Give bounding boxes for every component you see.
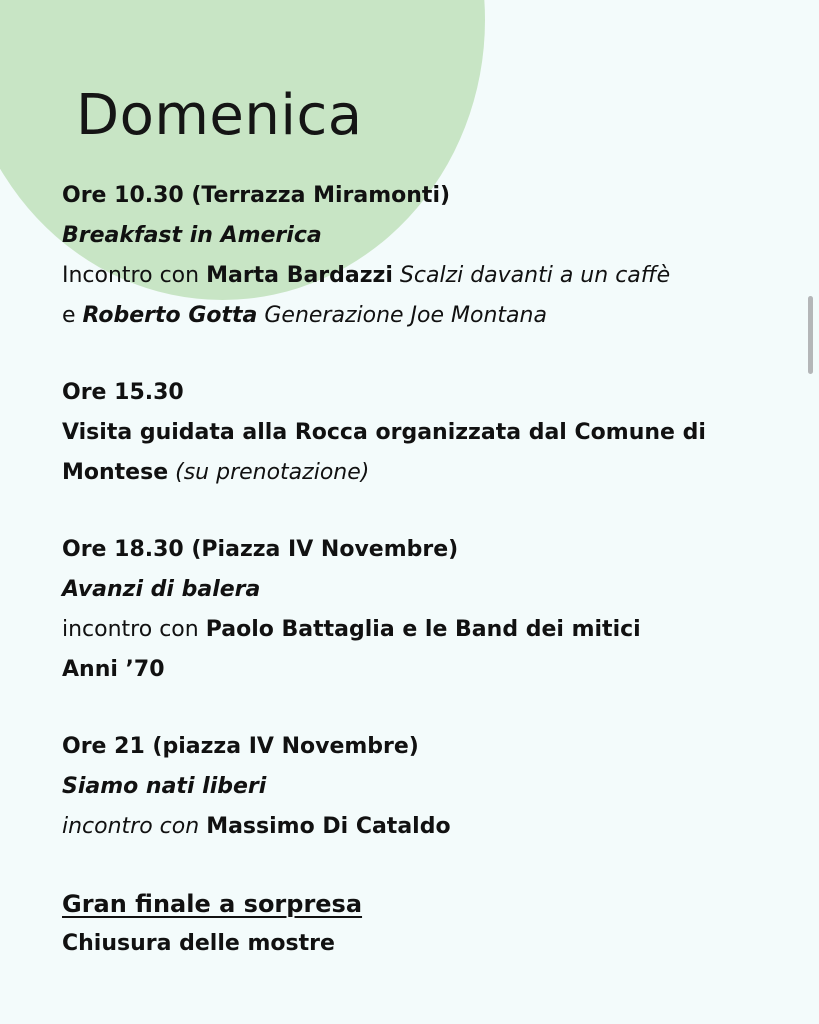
conjunction-text: e [62, 303, 76, 328]
event-2 [62, 373, 782, 493]
event-time: Ore 18.30 (Piazza IV Novembre) [62, 537, 459, 562]
event-time: Ore 10.30 (Terrazza Miramonti) [62, 183, 451, 208]
finale-subtitle: Chiusura delle mostre [62, 931, 335, 956]
book-title: Generazione Joe Montana [264, 303, 547, 328]
scrollbar-thumb[interactable] [808, 296, 813, 374]
intro-text: incontro con [62, 814, 200, 839]
finale [62, 884, 782, 964]
booking-note: (su prenotazione) [175, 460, 370, 485]
guest-name: Roberto Gotta [82, 303, 258, 328]
guest-name-cont: Anni ’70 [62, 657, 165, 682]
guest-name: Marta Bardazzi [206, 263, 393, 288]
guest-name: Paolo Battaglia e le Band dei mitici [205, 617, 641, 642]
event-description [62, 807, 782, 847]
intro-text: Incontro con [62, 263, 200, 288]
schedule-content [62, 176, 782, 1001]
event-description-cont [62, 453, 782, 493]
event-title: Siamo nati liberi [62, 774, 267, 799]
event-description-cont [62, 296, 782, 336]
event-description [62, 256, 782, 296]
event-title: Avanzi di balera [62, 577, 261, 602]
event-time: Ore 15.30 [62, 380, 184, 405]
event-4 [62, 727, 782, 847]
event-title: Breakfast in America [62, 223, 322, 248]
intro-text: incontro con [62, 617, 199, 642]
event-1 [62, 176, 782, 336]
event-3 [62, 530, 782, 690]
event-time: Ore 21 (piazza IV Novembre) [62, 734, 419, 759]
event-description: Visita guidata alla Rocca organizzata dal Comune di [62, 420, 706, 445]
location-name: Montese [62, 460, 169, 485]
finale-title: Gran finale a sorpresa [62, 890, 363, 918]
page-title: Domenica [76, 83, 363, 148]
book-title: Scalzi davanti a un caffè [399, 263, 671, 288]
guest-name: Massimo Di Cataldo [206, 814, 451, 839]
event-description [62, 610, 782, 650]
